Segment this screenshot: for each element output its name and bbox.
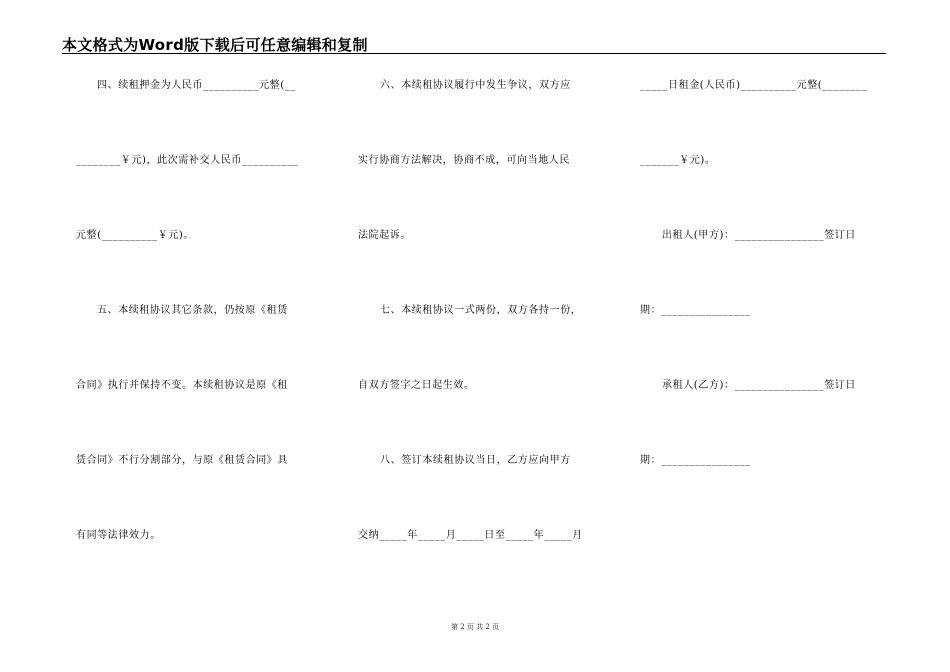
clause-5-line-1: 五、本续租协议其它条款，仍按原《租赁 (97, 305, 288, 316)
rent-line-1: _____日租金(人民币)__________元整(________ (640, 80, 868, 91)
clause-5-line-4: 有同等法律效力。 (76, 530, 161, 541)
clause-4-line-1: 四、续租押金为人民币__________元整(__ (97, 80, 296, 91)
page-number: 第 2 页 共 2 页 (450, 623, 500, 631)
rent-line-2: _______￥元)。 (640, 155, 716, 166)
lessee-date-line: 期：________________ (640, 455, 751, 466)
clause-4-line-2: ________￥元)，此次需补交人民币__________ (76, 155, 298, 166)
clause-5-line-2: 合同》执行并保持不变。本续租协议是原《租 (76, 380, 288, 391)
clause-5-line-3: 赁合同》不行分割部分，与原《租赁合同》具 (76, 455, 288, 466)
document-header-title: 本文格式为Word版下载后可任意编辑和复制 (62, 36, 368, 54)
clause-6-line-2: 实行协商方法解决，协商不成，可向当地人民 (358, 155, 570, 166)
clause-8-line-1: 八、签订本续租协议当日，乙方应向甲方 (380, 455, 571, 466)
lessor-date-line: 期：________________ (640, 305, 751, 316)
header-divider (62, 53, 886, 54)
clause-6-line-3: 法院起诉。 (358, 230, 411, 241)
lessor-signature-line: 出租人(甲方)：________________签订日 (662, 230, 857, 241)
clause-8-line-2: 交纳_____年_____月_____日至_____年_____月 (358, 530, 583, 541)
clause-4-line-3: 元整(__________￥元)。 (76, 230, 195, 241)
clause-6-line-1: 六、本续租协议履行中发生争议，双方应 (380, 80, 571, 91)
clause-7-line-2: 自双方签字之日起生效。 (358, 380, 475, 391)
lessee-signature-line: 承租人(乙方)：________________签订日 (662, 380, 857, 391)
clause-7-line-1: 七、本续租协议一式两份，双方各持一份， (380, 305, 582, 316)
